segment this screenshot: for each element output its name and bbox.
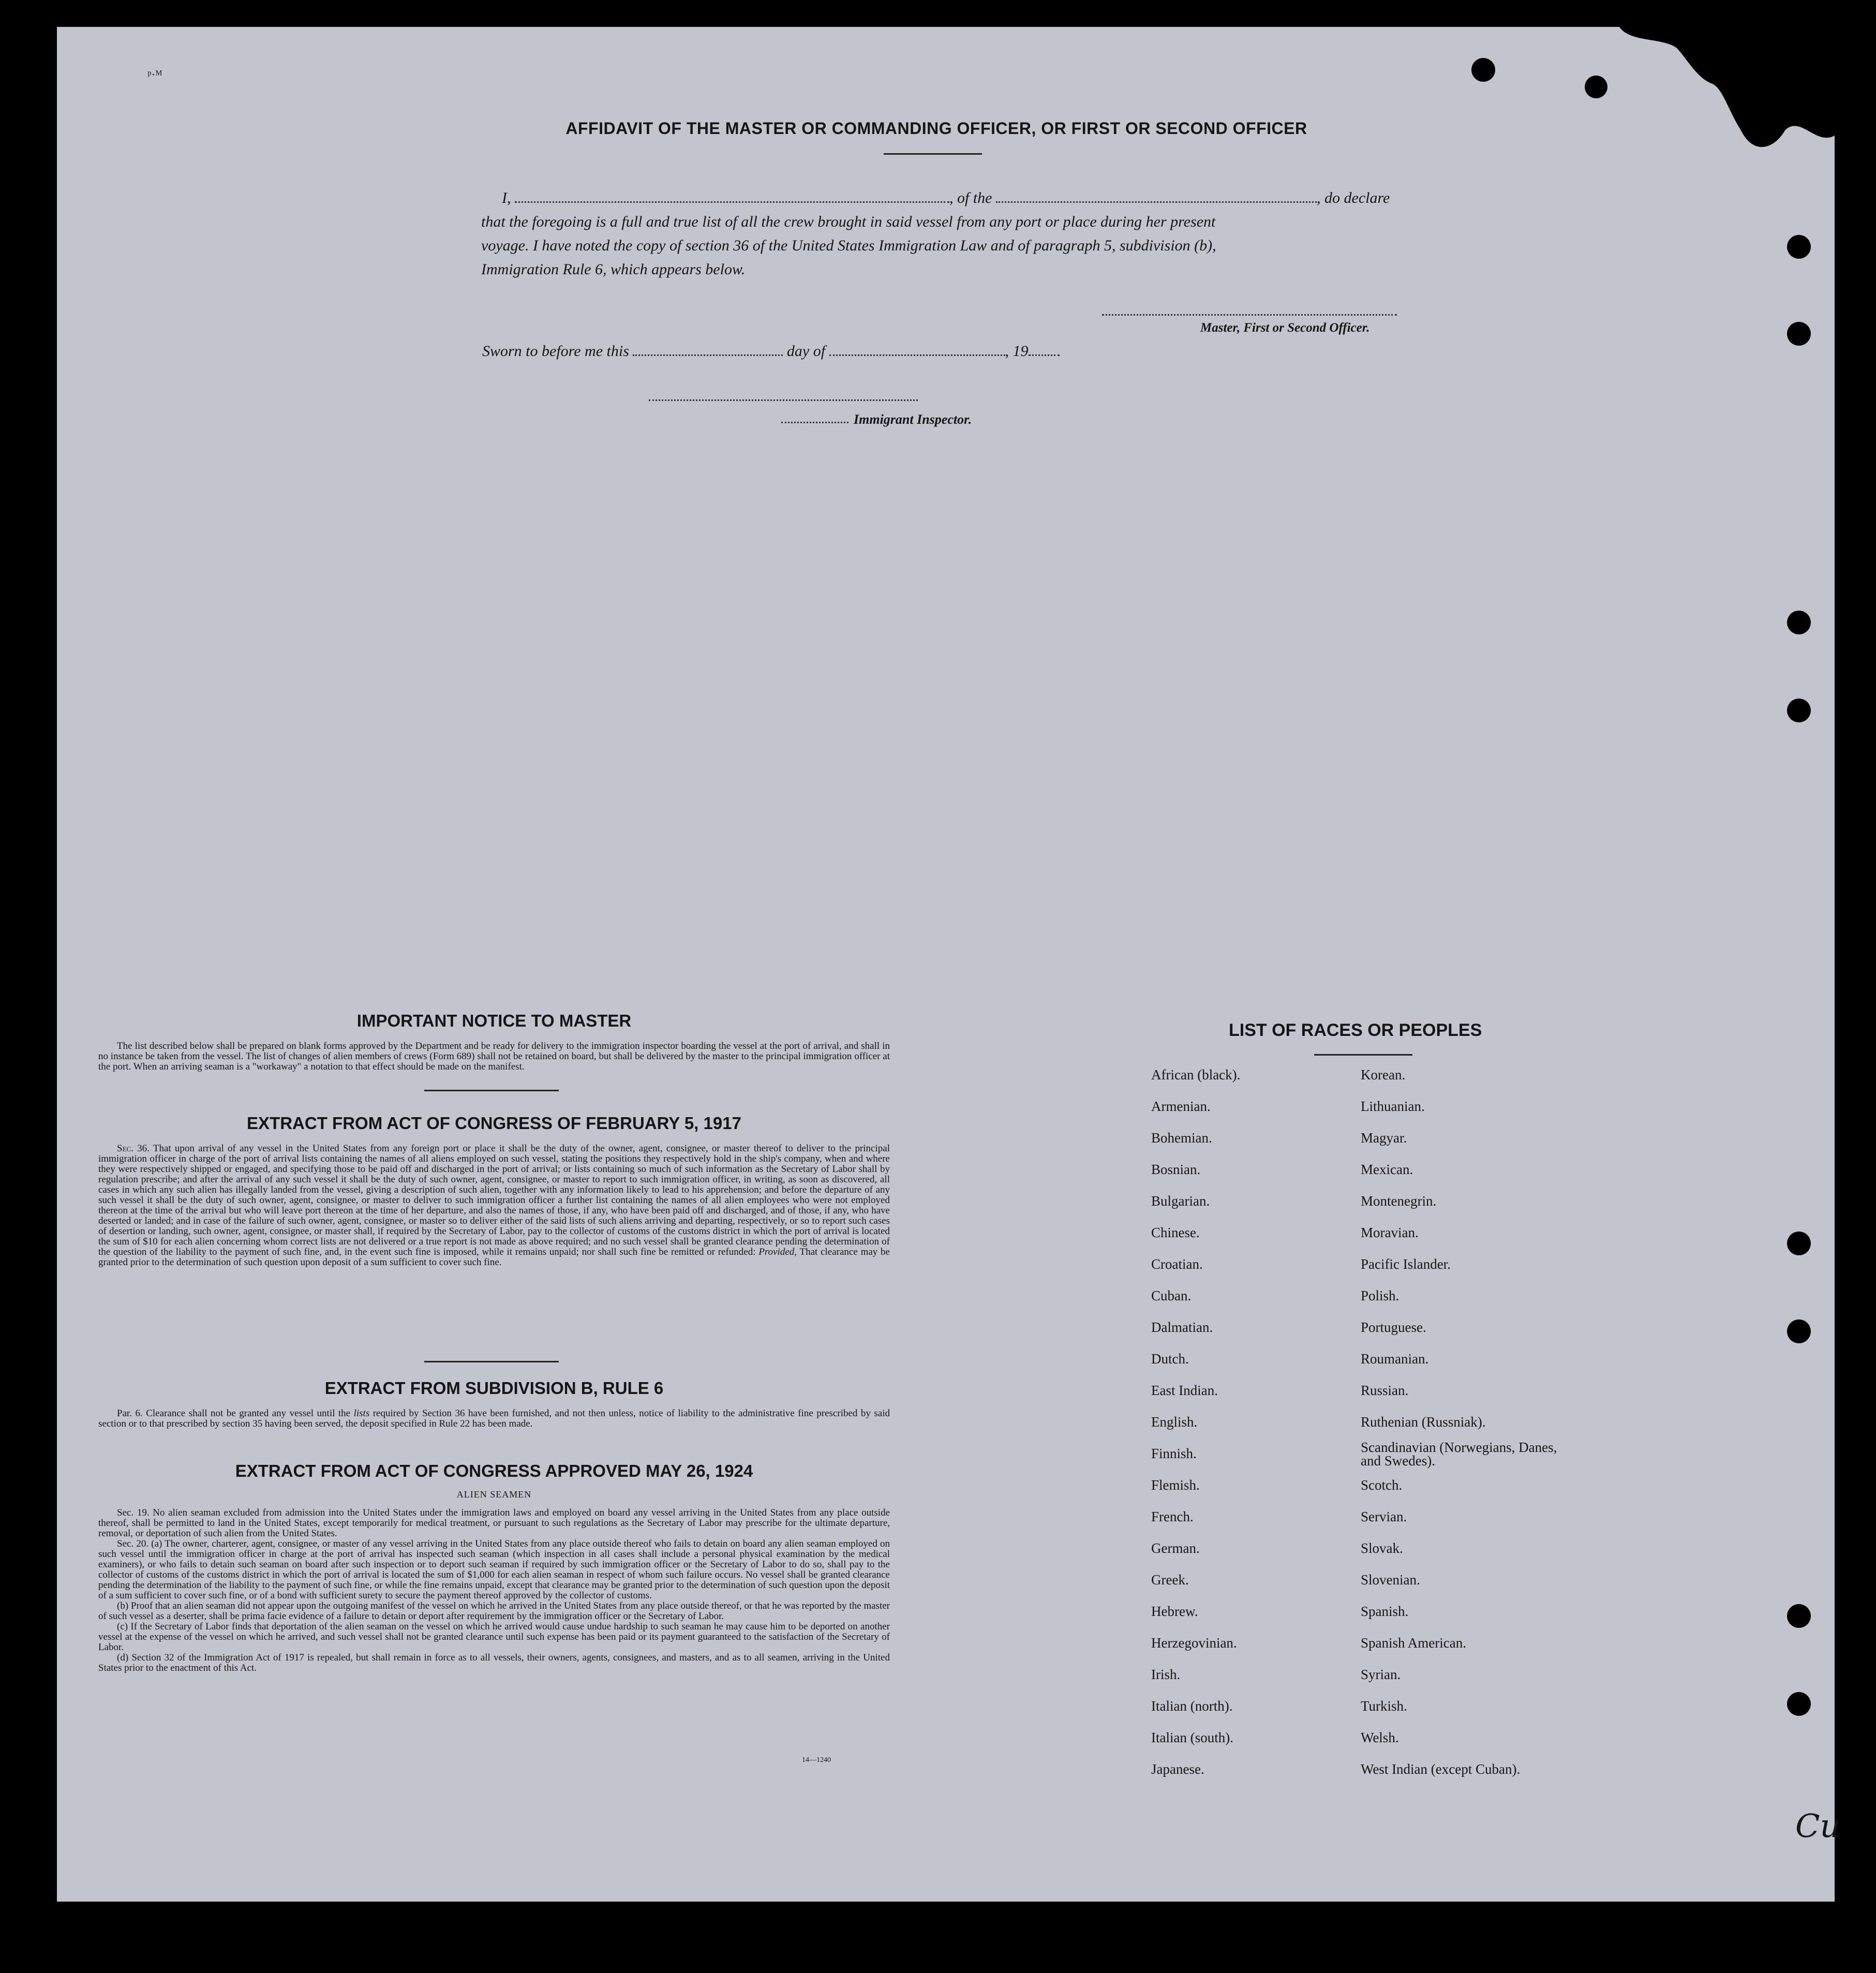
sec-20c-text: (c) If the Secretary of Labor finds that deportation of the alien seaman on the vessel on which he arrived would cause undue hardship to such seaman he may cause him to be deported on another vessel at the expense of the vessel on which he arrived, and such vessel shall not be granted clearance until such expense has been paid or its payment guaranteed to the satisfaction of the Secretary of Labor. bbox=[98, 1621, 890, 1653]
race-item: Irish. bbox=[1151, 1667, 1181, 1682]
race-item: Scotch. bbox=[1361, 1477, 1403, 1493]
corner-mark: ᵖ·ᴹ bbox=[147, 68, 162, 82]
sec-19-text: Sec. 19. No alien seaman excluded from admission into the United States under the immigration laws and employed on board any vessel arriving in the United States from any place outside thereof, shall be permitted to land in the United States, except temporarily for medical treatment, or pursuant to such regulations as the Secretary of Labor may prescribe for the ultimate departure, removal, or deportation of such alien from the United States. bbox=[98, 1507, 890, 1539]
inspector-signature-field[interactable] bbox=[649, 399, 918, 401]
extract-rule6-body-b: required by Section 36 have been furnished, and not then unless, notice of liability to the administrative fine prescribed by said section or to that prescribed by section 35 having been served, the deposit specified in Rule 22 has been made. bbox=[98, 1408, 890, 1429]
title-rule bbox=[884, 153, 982, 155]
race-item: Croatian. bbox=[1151, 1256, 1203, 1272]
extract-rule6-body-a: Par. 6. Clearance shall not be granted any vessel until the bbox=[117, 1408, 351, 1419]
master-signature-label: Master, First or Second Officer. bbox=[1200, 321, 1370, 335]
sworn-year-field[interactable] bbox=[1029, 354, 1060, 356]
affidavit-i: I, bbox=[502, 189, 511, 206]
race-item: English. bbox=[1151, 1414, 1198, 1430]
race-item: Korean. bbox=[1361, 1067, 1406, 1082]
notice-text: The list described below shall be prepared on blank forms approved by the Department and be ready for delivery to the immigration inspector boarding the vessel at the port of arrival, and shall in no instance be taken from the vessel. The list of changes of alien members of crews (Form 689) shall not be retained on board, but shall be delivered by the master to the principal immigration officer at the port. When an arriving seaman is a "workaway" a notation to that effect should be made on the manifest. bbox=[98, 1041, 890, 1072]
form-number: 14—1240 bbox=[802, 1756, 831, 1764]
affidavit-declare: , do declare bbox=[1317, 189, 1390, 206]
race-item: Russian. bbox=[1361, 1383, 1409, 1398]
race-item: Servian. bbox=[1361, 1509, 1407, 1524]
sworn-day-of: day of bbox=[786, 343, 826, 360]
race-item: German. bbox=[1151, 1540, 1200, 1556]
affidavit-line-3: voyage. I have noted the copy of section 36 of the United States Immigration Law and of paragraph 5, subdivision (b), bbox=[481, 237, 1216, 254]
extract-1917-sec-label: Sec. 36. bbox=[117, 1143, 150, 1154]
race-item: Chinese. bbox=[1151, 1225, 1200, 1240]
sec-20b-text: (b) Proof that an alien seaman did not appear upon the outgoing manifest of the vessel on which he arrived in the United States from any place outside thereof, or that he was reported by the master of such vessel as a deserter, shall be prima facie evidence of a failure to detain or deport after requirement by the immigration officer or the Secretary of Labor. bbox=[98, 1600, 890, 1622]
punch-hole bbox=[1787, 699, 1811, 722]
race-item: Magyar. bbox=[1361, 1130, 1407, 1146]
race-item: Hebrew. bbox=[1151, 1604, 1198, 1619]
race-item: Polish. bbox=[1361, 1288, 1399, 1303]
sworn-month-field[interactable] bbox=[829, 354, 1005, 356]
punch-hole bbox=[1787, 1692, 1811, 1716]
sec-20d-text: (d) Section 32 of the Immigration Act of 1917 is repealed, but shall remain in force as to all vessels, their owners, agents, consignees, and masters, and as to all seamen, arriving in the United States prior to the enactment of this Act. bbox=[98, 1652, 890, 1673]
race-item: Bosnian. bbox=[1151, 1162, 1201, 1177]
race-item: Bohemian. bbox=[1151, 1130, 1212, 1146]
race-item: Italian (north). bbox=[1151, 1698, 1233, 1714]
race-item: Armenian. bbox=[1151, 1099, 1211, 1114]
race-item: Mexican. bbox=[1361, 1162, 1413, 1177]
punch-hole bbox=[1787, 1319, 1811, 1343]
race-item: Italian (south). bbox=[1151, 1730, 1233, 1745]
race-item: African (black). bbox=[1151, 1067, 1241, 1082]
affidavit-line-2: that the foregoing is a full and true list of all the crew brought in said vessel from any port or place during her present bbox=[481, 213, 1216, 230]
race-item: Turkish. bbox=[1361, 1698, 1407, 1714]
race-item: Scandinavian (Norwegians, Danes, and Swedes). bbox=[1361, 1440, 1557, 1468]
race-item: Dutch. bbox=[1151, 1351, 1189, 1367]
race-item: Lithuanian. bbox=[1361, 1099, 1425, 1114]
extract-1917-body-end: That clearance may be granted prior to the determination of such question upon deposit of a sum sufficient to cover such fine. bbox=[98, 1247, 890, 1268]
race-item: West Indian (except Cuban). bbox=[1361, 1761, 1521, 1777]
affidavit-title: AFFIDAVIT OF THE MASTER OR COMMANDING OFFICER, OR FIRST OR SECOND OFFICER bbox=[565, 119, 1307, 138]
punch-hole bbox=[1787, 611, 1811, 634]
affidavit-of-the: , of the bbox=[949, 189, 992, 206]
extract-rule6-text bbox=[98, 1408, 890, 1429]
affidavit-declaration bbox=[481, 186, 1495, 281]
extract-1917-text bbox=[98, 1144, 890, 1268]
punch-hole bbox=[1787, 1232, 1811, 1255]
master-signature-field[interactable] bbox=[1102, 314, 1397, 316]
race-item: Slovak. bbox=[1361, 1540, 1403, 1556]
master-name-field[interactable] bbox=[515, 201, 949, 203]
races-title-rule bbox=[1314, 1054, 1412, 1056]
extract-1924-text bbox=[98, 1508, 890, 1673]
notice-title: IMPORTANT NOTICE TO MASTER bbox=[356, 1011, 632, 1030]
extract-rule6-lists: lists bbox=[353, 1408, 370, 1419]
extract-1917-body: That upon arrival of any vessel in the United States from any foreign port or place it shall be the duty of the owner, agent, consignee, or master thereof to deliver to the principal immigration officer in charge of the port of arrival lists containing the names of all aliens employed on such vessel, stating the positions they respectively hold in the ship's company, when and where they were respectively shipped or engaged, and specifying those to be paid off and discharged in the port of arrival; or lists containing so much of such information as the Secretary of Labor shall by regulation prescribe; and after the arrival of any such vessel it shall be the duty of such owner, agent, consignee, or master to report to such immigration officer, in writing, as soon as discovered, all cases in which any such alien has illegally landed from the vessel, giving a description of such alien, together with any information likely to lead to his apprehension; and before the departure of any such vessel it shall be the duty of such owner, agent, consignee, or master to deliver to such immigration officer a further list containing the names of all alien employees who were not employed thereon at the time of the arrival but who will leave port thereon at the time of her departure, and also the names of those, if any, who have been paid off and discharged, and of those, if any, who have deserted or landed; and in case of the failure of such owner, agent, consignee, or master so to deliver either of the said lists of such aliens arriving and departing, respectively, or so to report such cases of desertion or landing, such owner, agent, consignee, or master shall, if required by the Secretary of Labor, pay to the collector of customs of the customs district in which the port of arrival is located the sum of $10 for each alien concerning whom correct lists are not delivered or a true report is not made as above required; and no such vessel shall be granted clearance pending the determination of the question of the liability to the payment of such fine, and, in the event such fine is imposed, while it remains unpaid; nor shall such fine be remitted or refunded: bbox=[98, 1143, 890, 1257]
race-item: Portuguese. bbox=[1361, 1319, 1426, 1335]
section-rule bbox=[424, 1090, 559, 1091]
vessel-name-field[interactable] bbox=[996, 201, 1317, 203]
extract-1917-title: EXTRACT FROM ACT OF CONGRESS OF FEBRUARY 5, 1917 bbox=[247, 1114, 741, 1133]
race-item: Ruthenian (Russniak). bbox=[1361, 1414, 1486, 1430]
races-title: LIST OF RACES OR PEOPLES bbox=[1229, 1020, 1482, 1040]
race-item: Montenegrin. bbox=[1361, 1193, 1437, 1209]
race-item: Roumanian. bbox=[1361, 1351, 1429, 1367]
extract-1924-subtitle: ALIEN SEAMEN bbox=[456, 1489, 532, 1500]
race-item: Dalmatian. bbox=[1151, 1319, 1213, 1335]
race-item: Slovenian. bbox=[1361, 1572, 1420, 1588]
race-item: Finnish. bbox=[1151, 1446, 1197, 1461]
sworn-line bbox=[482, 343, 1060, 360]
punch-hole bbox=[1787, 322, 1811, 346]
document-sheet bbox=[57, 27, 1841, 1902]
punch-hole bbox=[1787, 1604, 1811, 1628]
race-item: Cuban. bbox=[1151, 1288, 1192, 1303]
race-item: Bulgarian. bbox=[1151, 1193, 1210, 1209]
inspector-lead-dots bbox=[781, 422, 848, 423]
race-item: Flemish. bbox=[1151, 1477, 1200, 1493]
race-item: Welsh. bbox=[1361, 1730, 1399, 1745]
race-item: East Indian. bbox=[1151, 1383, 1218, 1398]
race-item: Syrian. bbox=[1361, 1667, 1401, 1682]
sworn-year-prefix: , 19 bbox=[1005, 343, 1029, 360]
race-item: Pacific Islander. bbox=[1361, 1256, 1451, 1272]
race-item: Spanish American. bbox=[1361, 1635, 1466, 1651]
punch-hole bbox=[1471, 58, 1495, 82]
extract-rule6-title: EXTRACT FROM SUBDIVISION B, RULE 6 bbox=[324, 1378, 664, 1398]
race-item: French. bbox=[1151, 1509, 1194, 1524]
extract-1924-title: EXTRACT FROM ACT OF CONGRESS APPROVED MAY 26, 1924 bbox=[235, 1461, 753, 1480]
torn-corner bbox=[1568, 27, 1835, 161]
race-item: Spanish. bbox=[1361, 1604, 1409, 1619]
handwritten-mark: Cu bbox=[1795, 1807, 1841, 1845]
race-item: Greek. bbox=[1151, 1572, 1189, 1588]
punch-hole bbox=[1787, 235, 1811, 259]
inspector-label: Immigrant Inspector. bbox=[854, 412, 972, 427]
race-item: Herzegovinian. bbox=[1151, 1635, 1237, 1651]
race-item: Japanese. bbox=[1151, 1761, 1204, 1777]
race-item: Moravian. bbox=[1361, 1225, 1419, 1240]
extract-1917-provided: Provided, bbox=[758, 1247, 797, 1257]
sworn-day-field[interactable] bbox=[633, 354, 783, 356]
section-rule bbox=[424, 1361, 559, 1362]
sec-20a-text: Sec. 20. (a) The owner, charterer, agent, consignee, or master of any vessel arriving in the United States from any place outside thereof who fails to detain on board any alien seaman employed on such vessel until the immigration officer in charge at the port of arrival has inspected such seaman (which inspection in all cases shall include a personal physical examination by the medical examiners), or who fails to detain such seaman on board after such inspection or to deport such seaman if required by such immigration officer or the Secretary of Labor to do so, shall pay to the collector of customs of the customs district in which the port of arrival is located the sum of $1,000 for each alien seaman in respect of whom such failure occurs. No vessel shall be granted clearance pending the determination of the liability to the payment of such fine, or while the fine remains unpaid, except that clearance may be granted prior to the determination of such question upon the deposit of a sum sufficient to cover such fine, or of a bond with sufficient surety to secure the payment thereof approved by the collector of customs. bbox=[98, 1538, 890, 1601]
affidavit-line-4: Immigration Rule 6, which appears below. bbox=[481, 261, 746, 278]
sworn-prefix: Sworn to before me this bbox=[482, 343, 629, 360]
